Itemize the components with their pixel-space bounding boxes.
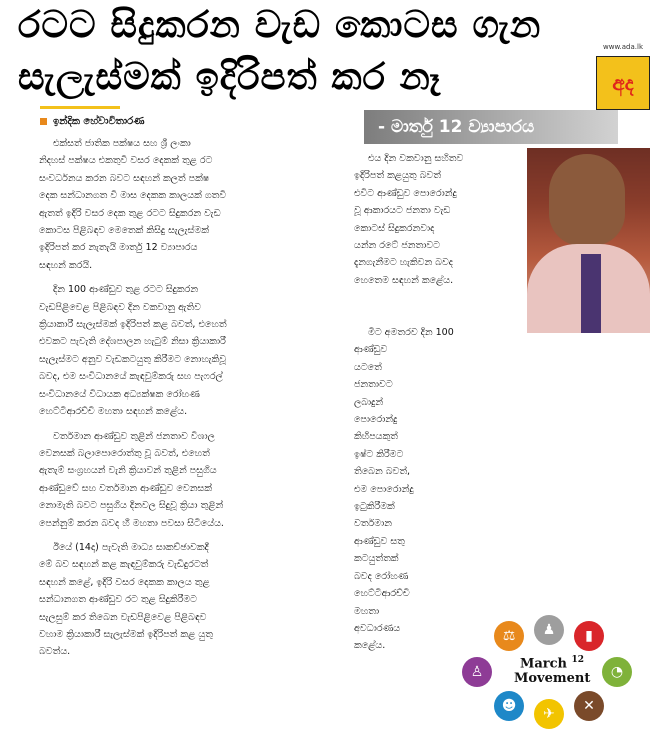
text-line: ඉදිරිපත් කර නැතැයි මාර්තු 12 ව්‍යාපාරය xyxy=(39,242,198,254)
section-banner: - මාර්තු 12 ව්‍යාපාරය xyxy=(364,110,618,144)
text-line: ඇතත් ඉදිරි වසර දෙක තුළ රටට සිදුකරන වැඩ xyxy=(39,207,221,219)
text-line: නිදහස් පක්ෂය එකතුවී වසර දෙකක් තුළ රට xyxy=(39,155,213,167)
text-line: එවකට පැවැති දේශපාලන හැටුම් නිසා ක්‍රියාකාරී xyxy=(39,336,226,348)
text-line: ලබාදුන් xyxy=(354,396,384,408)
article-column-right-lower xyxy=(354,324,474,662)
text-line: හෙට්ටිආරච්චි xyxy=(354,588,410,600)
text-line: කිහිපයකුත් xyxy=(354,431,398,443)
text-line: සංවර්ධනය කරන බවට සඳහන් කලත් පක්ෂ xyxy=(39,172,210,184)
text-line: ඇතැම් සංග්‍රහයන් වැනි ක්‍රියාවන් තුළින් පසුගිය xyxy=(39,465,217,477)
text-line: සංවිධානයේ විධායක අධ්‍යක්ෂක රෝහණ xyxy=(39,388,200,400)
article-column-left xyxy=(39,135,346,668)
photo-tie xyxy=(581,254,601,333)
paragraph-3 xyxy=(39,428,346,532)
text-line: වෙනසක් බලාපොරොත්තු වූ බවත්, එහෙත් xyxy=(39,447,210,459)
text-line: දෙක සන්ධානගත වී මාස දෙකක කාලයක් ගතවී xyxy=(39,190,227,202)
article-column-right xyxy=(354,150,524,296)
text-line: මහතා xyxy=(354,605,380,617)
text-line: කොටස් සිදුකරනවාද xyxy=(354,222,435,234)
march-12-movement-logo xyxy=(462,615,637,733)
text-line: ක්‍රියාකාරී සැලැස්මක් ඉදිරිපත් කළ බවත්, එහෙත් xyxy=(39,319,227,331)
text-line: වහාම ක්‍රියාකාරී සැලැස්මක් ඉදිරිපත් කළ යුතු xyxy=(39,628,213,640)
text-line: මීට අමතරව දින 100 xyxy=(368,327,454,338)
text-line: යටතේ xyxy=(354,361,382,373)
text-line: බවත්ය. xyxy=(39,646,71,658)
text-line: වැඩපිළිවෙළ පිළිබඳව දින වකවානු ඇතිව xyxy=(39,301,201,313)
text-line: ඉදිරිපත් කළයුතු බවත් xyxy=(354,170,441,182)
ada-logo-mark: අද xyxy=(612,71,634,95)
text-line: කළේය. xyxy=(354,640,386,652)
paragraph-5 xyxy=(354,150,524,289)
paragraph-4 xyxy=(39,539,346,661)
text-line: මේ බව සඳහන් කළ කැඳවුම්කරු වැඩිදුරටත් xyxy=(39,559,209,571)
text-line: යන්න රටේ ජනතාවට xyxy=(354,240,440,252)
text-line: සන්ධානගත ආණ්ඩුව රට තුළ සිදුකිරීමට xyxy=(39,594,197,606)
text-line: ආණ්ඩුවේ සහ වර්තමාන ආණ්ඩුව වෙනසක් xyxy=(39,482,212,494)
text-line: පෙන්නුම් කරන බවද හී මහතා පවසා සිටියේය. xyxy=(39,517,224,529)
meeting-icon: ♟ xyxy=(534,615,564,645)
text-line: හෙතෙම සඳහන් කළේය. xyxy=(354,274,454,286)
text-line: එය දින වකවානු සහිතව xyxy=(368,153,464,164)
text-line: දැනගැනීමට හැකිවන බවද xyxy=(354,257,454,269)
text-line: ආණ්ඩුව xyxy=(354,344,388,356)
bird-icon: ✈ xyxy=(534,699,564,729)
text-line: කටයුත්තක් xyxy=(354,553,399,565)
text-line: එම පොරොන්දු xyxy=(354,483,414,495)
photo-face xyxy=(549,154,625,246)
person-icon: ♙ xyxy=(462,657,492,687)
ada-logo xyxy=(596,56,650,110)
text-line: බවද, එම සංවිධානයේ කැඳවුම්කරු සහ පැෆරල් xyxy=(39,371,223,383)
text-line: සැලැස්මට අනුව වැඩකටයුතු කිරීමට නොහැකිවූ xyxy=(39,353,227,365)
text-line: හෙට්ටිආරච්චි මහතා සඳහන් කළේය. xyxy=(39,406,188,418)
text-line: සැලසුම් කර තිබෙන වැඩපිළිවෙළ පිළිබඳව xyxy=(39,611,207,623)
paragraph-6 xyxy=(354,324,474,655)
byline-bullet-icon xyxy=(40,118,47,125)
text-line: තිබෙන බවත්, xyxy=(354,466,411,478)
byline-rule xyxy=(40,106,120,109)
paragraph-1 xyxy=(39,135,346,274)
text-line: ඉෂ්ට කිරීමට xyxy=(354,448,404,460)
text-line: වර්තමාන ආණ්ඩුව තුළින් ජනතාව විශාල xyxy=(53,430,215,442)
headline-line-1: රටට සිදුකරන වැඩ කොටස ගැන xyxy=(18,3,542,46)
movement-number: 12 xyxy=(571,655,585,665)
speaker-photo xyxy=(527,148,650,333)
text-line: වූ ආකාරයට ජනතා වැඩ xyxy=(354,205,451,217)
text-line: අවධාරණය xyxy=(354,622,401,634)
text-line: සඳහන් කරයි. xyxy=(39,259,93,271)
people-icon: ☻ xyxy=(494,691,524,721)
text-line: සඳහන් කළේ, ඉදිරි වසර දෙකක කාලය තුළ xyxy=(39,576,210,588)
text-line: එවිට ආණ්ඩුව පොරොන්දු xyxy=(354,187,457,199)
text-line: නොමැති බවට පසුගිය දිනවල සිදුවූ ක්‍රියා තුළින් xyxy=(39,500,224,512)
logo-url: www.ada.lk xyxy=(603,43,644,51)
byline xyxy=(40,116,144,127)
text-line: ආණ්ඩුව සතු xyxy=(354,535,405,547)
headline-line-2: සැලැස්මක් ඉදිරිපත් කර නෑ xyxy=(18,55,442,98)
text-line: බවද රෝහණ xyxy=(354,570,409,582)
text-line: ජනතාවට xyxy=(354,379,393,391)
byline-author: ඉන්දික හේවාවිතාරණ xyxy=(53,116,145,127)
movement-word-march: March xyxy=(519,656,567,672)
movement-wordmark xyxy=(514,655,590,686)
text-line: එක්සත් ජාතික පක්ෂය සහ ශ්‍රී ලංකා xyxy=(53,138,191,149)
card-icon: ▮ xyxy=(574,621,604,651)
text-line: ඊයේ (14දා) පැවැති මාධ්‍ය සාකච්ඡාවකදී xyxy=(53,541,209,553)
ear-icon: ◔ xyxy=(602,657,632,687)
text-line: වර්තමාන xyxy=(354,518,392,530)
paragraph-2 xyxy=(39,281,346,420)
text-line: පොරොන්දු xyxy=(354,414,398,426)
text-line: දින 100 ආණ්ඩුව තුළ රටට සිදුකරන xyxy=(53,284,199,296)
text-line: කොටස පිළිබඳව මෙතෙක් කිසිදු සැලැස්මක් xyxy=(39,225,209,237)
justice-icon: ⚖ xyxy=(494,621,524,651)
text-line: ඉටුකිරීමක් xyxy=(354,501,395,513)
movement-word-movement: Movement xyxy=(514,671,591,687)
cancel-icon: ✕ xyxy=(574,691,604,721)
